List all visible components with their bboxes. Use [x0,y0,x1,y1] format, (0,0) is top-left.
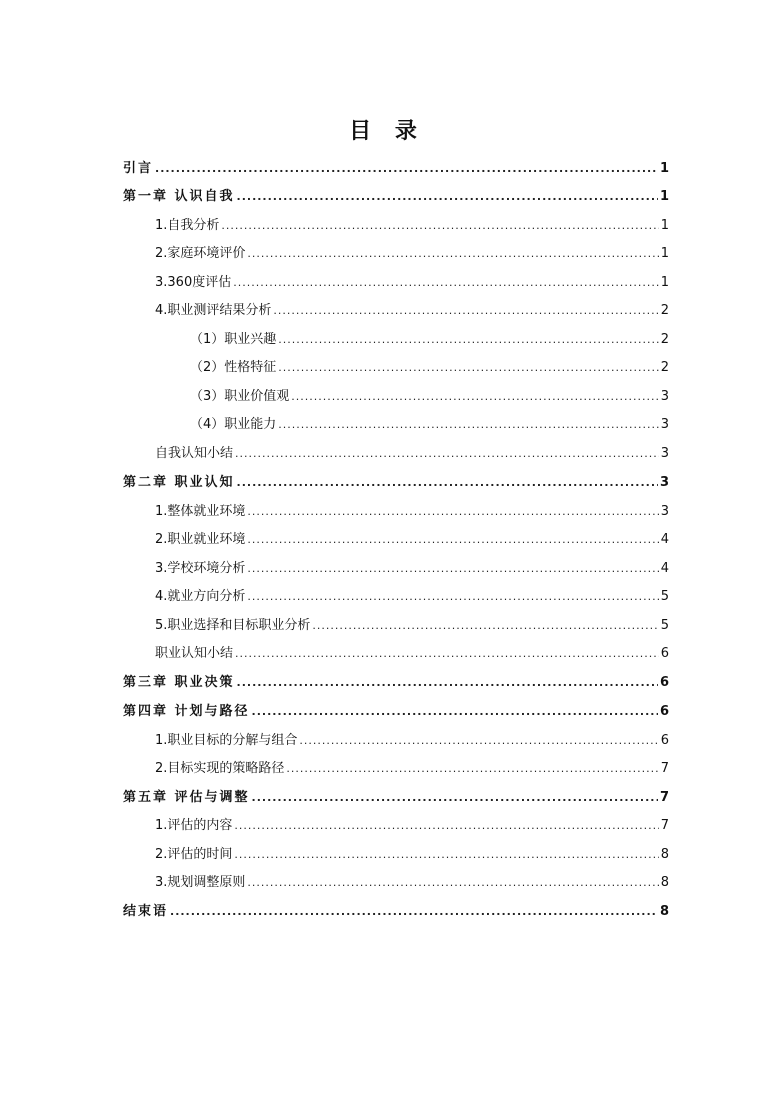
toc-entry-page: 3 [659,475,669,490]
toc-entry-chapter-2[interactable] [123,472,669,494]
toc-entry-page: 2 [660,303,669,318]
leader-dots [278,357,658,379]
leader-dots [252,787,658,809]
leader-dots [233,272,659,294]
toc-entry-page: 7 [659,790,669,805]
leader-dots [235,443,659,465]
toc-entry[interactable] [155,730,669,752]
leader-dots [237,186,658,208]
toc-entry-label: 第一章 认识自我 [123,189,235,204]
leader-dots [312,615,658,637]
toc-entry[interactable] [190,386,669,408]
toc-entry-label: 引言 [123,161,154,176]
toc-entry-label: 4.就业方向分析 [155,589,246,604]
toc-entry-intro[interactable] [123,158,669,180]
toc-entry[interactable] [155,558,669,580]
leader-dots [247,872,658,894]
toc-entry[interactable] [155,215,669,237]
toc-entry-page: 3 [660,417,669,432]
toc-entry-page: 8 [660,875,669,890]
toc-entry-label: （3）职业价值观 [190,389,290,404]
toc-entry-chapter-1[interactable] [123,186,669,208]
toc-entry[interactable] [155,615,669,637]
leader-dots [286,758,658,780]
leader-dots [221,215,658,237]
leader-dots [291,386,658,408]
leader-dots [247,558,658,580]
leader-dots [234,844,658,866]
toc-entry-label: 1.职业目标的分解与组合 [155,733,298,748]
toc-entry[interactable] [155,758,669,780]
toc-entry[interactable] [155,443,669,465]
toc-entry-label: （1）职业兴趣 [190,332,277,347]
toc-entry-label: 5.职业选择和目标职业分析 [155,618,311,633]
toc-entry[interactable] [190,357,669,379]
toc-entry-page: 1 [660,246,669,261]
toc-entry-page: 5 [660,589,669,604]
toc-entry-label: 结束语 [123,904,169,919]
toc-entry[interactable] [190,414,669,436]
toc-entry-page: 4 [660,561,669,576]
toc-entry[interactable] [155,243,669,265]
toc-entry-label: （4）职业能力 [190,417,277,432]
toc-entry-page: 1 [659,161,669,176]
toc-entry-page: 8 [659,904,669,919]
toc-entry-conclusion[interactable] [123,901,669,923]
toc-entry-label: 第三章 职业决策 [123,675,235,690]
toc-entry[interactable] [155,643,669,665]
toc-entry-page: 1 [660,218,669,233]
leader-dots [234,815,658,837]
toc-entry[interactable] [155,300,669,322]
toc-entry-label: 1.评估的内容 [155,818,233,833]
toc-entry-page: 8 [660,847,669,862]
toc-entry-page: 6 [660,733,669,748]
toc-entry-page: 7 [660,761,669,776]
toc-entry-page: 3 [660,446,669,461]
toc-entry-page: 6 [660,646,669,661]
toc-entry-page: 2 [660,360,669,375]
toc-entry-label: 第五章 评估与调整 [123,790,250,805]
leader-dots [247,501,658,523]
toc-entry-chapter-5[interactable] [123,787,669,809]
toc-entry-page: 6 [659,704,669,719]
toc-title: 目 录 [349,119,425,144]
toc-entry-label: 自我认知小结 [155,446,234,461]
leader-dots [247,243,658,265]
toc-entry[interactable] [155,586,669,608]
leader-dots [237,472,658,494]
toc-entry-page: 3 [660,504,669,519]
leader-dots [252,701,658,723]
leader-dots [247,586,658,608]
toc-entry-label: 2.评估的时间 [155,847,233,862]
toc-entry[interactable] [155,501,669,523]
toc-entry[interactable] [155,815,669,837]
toc-entry-page: 2 [660,332,669,347]
leader-dots [278,329,658,351]
toc-entry[interactable] [155,872,669,894]
toc-entry-label: 1.自我分析 [155,218,220,233]
leader-dots [299,730,658,752]
leader-dots [237,672,658,694]
toc-entry[interactable] [155,529,669,551]
toc-entry-label: 3.360度评估 [155,275,232,290]
leader-dots [170,901,658,923]
leader-dots [235,643,659,665]
toc-entry-label: 职业认知小结 [155,646,234,661]
toc-entry[interactable] [155,844,669,866]
toc-entry-page: 6 [659,675,669,690]
toc-entry-page: 3 [660,389,669,404]
toc-entry-label: 2.职业就业环境 [155,532,246,547]
toc-entry-label: 第二章 职业认知 [123,475,235,490]
toc-entry-label: （2）性格特征 [190,360,277,375]
toc-entry[interactable] [155,272,669,294]
toc-entry-page: 5 [660,618,669,633]
toc-entry-label: 3.学校环境分析 [155,561,246,576]
toc-entry-label: 2.目标实现的策略路径 [155,761,285,776]
toc-entry-chapter-3[interactable] [123,672,669,694]
toc-entry-chapter-4[interactable] [123,701,669,723]
toc-entry-page: 4 [660,532,669,547]
toc-entry-page: 7 [660,818,669,833]
leader-dots [278,414,658,436]
toc-entry-label: 第四章 计划与路径 [123,704,250,719]
toc-entry-label: 4.职业测评结果分析 [155,303,272,318]
leader-dots [273,300,658,322]
toc-entry[interactable] [190,329,669,351]
leader-dots [155,158,658,180]
toc-entry-label: 3.规划调整原则 [155,875,246,890]
toc-entry-label: 2.家庭环境评价 [155,246,246,261]
toc-entry-page: 1 [659,189,669,204]
leader-dots [247,529,658,551]
toc-entry-page: 1 [660,275,669,290]
toc-entry-label: 1.整体就业环境 [155,504,246,519]
